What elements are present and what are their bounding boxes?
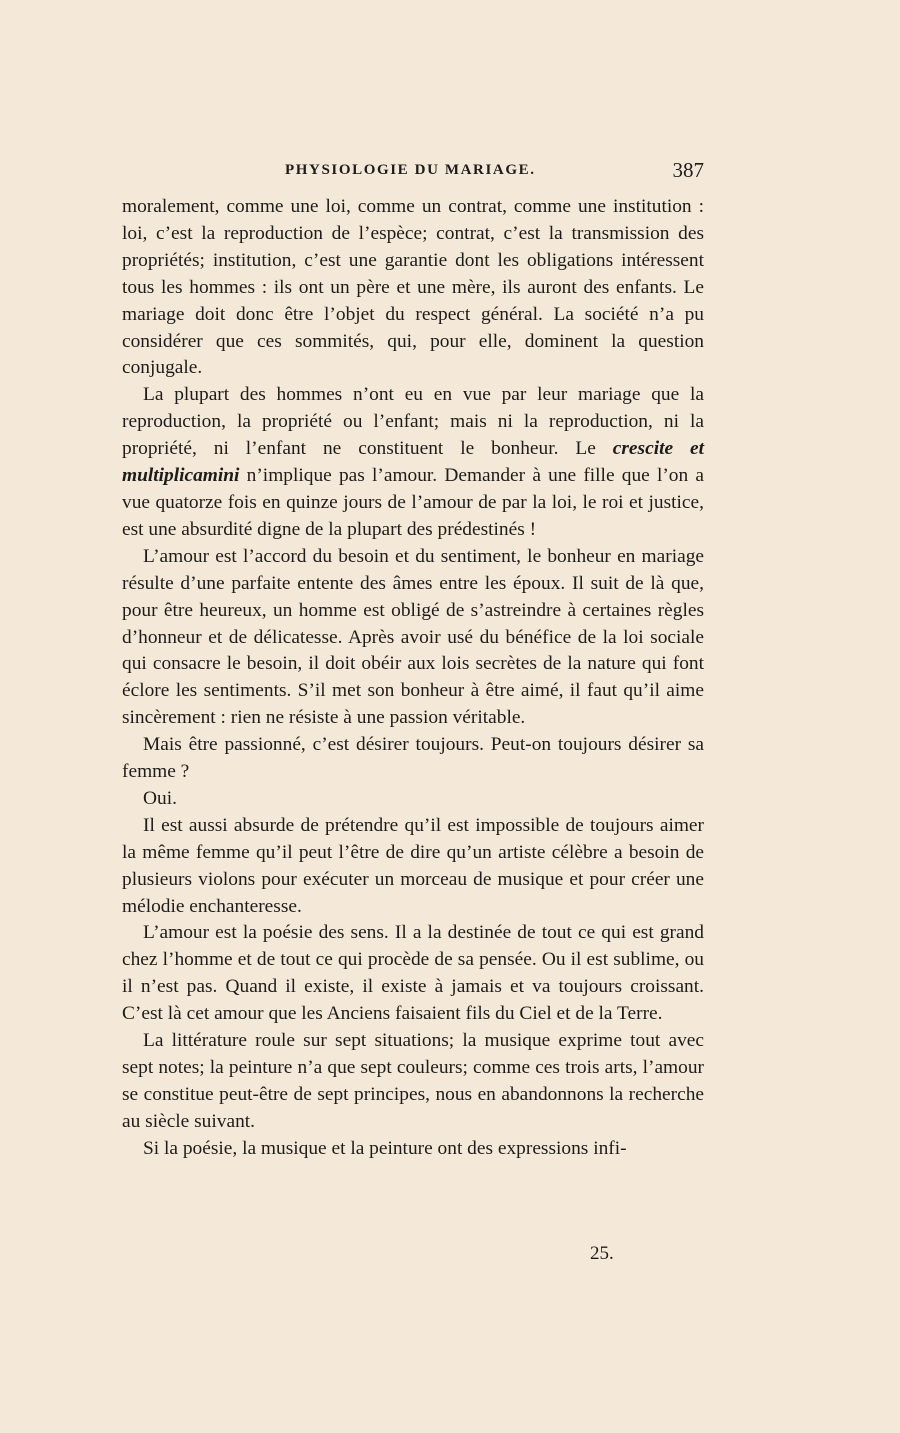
paragraph: Il est aussi absurde de prétendre qu’il est impossible de toujours aimer la même femme qu’il peut l’être de dire qu’un artiste célèbre a besoin de plusieurs violons pour exécuter un morceau de musique et pour créer une mélodie enchanteresse.: [122, 814, 704, 917]
paragraph: L’amour est la poésie des sens. Il a la destinée de tout ce qui est grand chez l’homme et de tout ce qui procède de sa pensée. Ou il est sublime, ou il n’est pas. Quand il existe, il existe à jamais et va toujours croissant. C’est là cet amour que les Anciens faisaient fils du Ciel et de la Terre.: [122, 922, 704, 1025]
paragraph: moralement, comme une loi, comme un contrat, comme une institution : loi, c’est la reproduction de l’espèce; contrat, c’est la transmission des propriétés; institution, c’est une garantie dont les obligations intéressent tous les hommes : ils ont un père et une mère, ils auront des enfants. Le mariage doit donc être l’objet du respect général. La société n’a pu considérer que ces sommités, qui, pour elle, dominent la question conjugale.: [122, 196, 704, 379]
paragraph-text: La plupart des hommes n’ont eu en vue par leur mariage que la reproduction, la propriété ou l’enfant; mais ni la reproduction, ni la propriété, ni l’enfant ne constituent le bonheur. Le: [122, 384, 704, 460]
running-header: [120, 158, 704, 188]
paragraph: L’amour est l’accord du besoin et du sentiment, le bonheur en mariage résulte d’une parfaite entente des âmes entre les époux. Il suit de là que, pour être heureux, un homme est obligé de s’astreindre à certaines règles d’honneur et de délicatesse. Après avoir usé du bénéfice de la loi sociale qui consacre le besoin, il doit obéir aux lois secrètes de la nature qui font éclore les sentiments. S’il met son bonheur à être aimé, il faut qu’il aime sincèrement : rien ne résiste à une passion véritable.: [122, 545, 704, 729]
running-title: PHYSIOLOGIE DU MARIAGE.: [285, 162, 536, 178]
paragraph: Si la poésie, la musique et la peinture ont des expressions infi-: [143, 1137, 627, 1159]
paragraph: Oui.: [143, 787, 177, 809]
page-number: 387: [672, 158, 704, 182]
paragraph-text: n’implique pas l’amour. Demander à une fille que l’on a vue quatorze fois en quinze jours de l’amour de par la loi, le roi et justice, est une absurdité digne de la plupart des prédestinés !: [122, 465, 704, 540]
body-text: [122, 194, 704, 1163]
paragraph: Mais être passionné, c’est désirer toujours. Peut-on toujours désirer sa femme ?: [122, 734, 704, 783]
latin-phrase: crescite et multiplicamini: [122, 438, 704, 487]
paragraph: [122, 382, 704, 543]
signature-mark: 25.: [590, 1243, 614, 1264]
paragraph: La littérature roule sur sept situations; la musique exprime tout avec sept notes; la peinture n’a que sept couleurs; comme ces trois arts, l’amour se constitue peut-être de sept principes, nous en abandonnons la recherche au siècle suivant.: [122, 1030, 704, 1132]
